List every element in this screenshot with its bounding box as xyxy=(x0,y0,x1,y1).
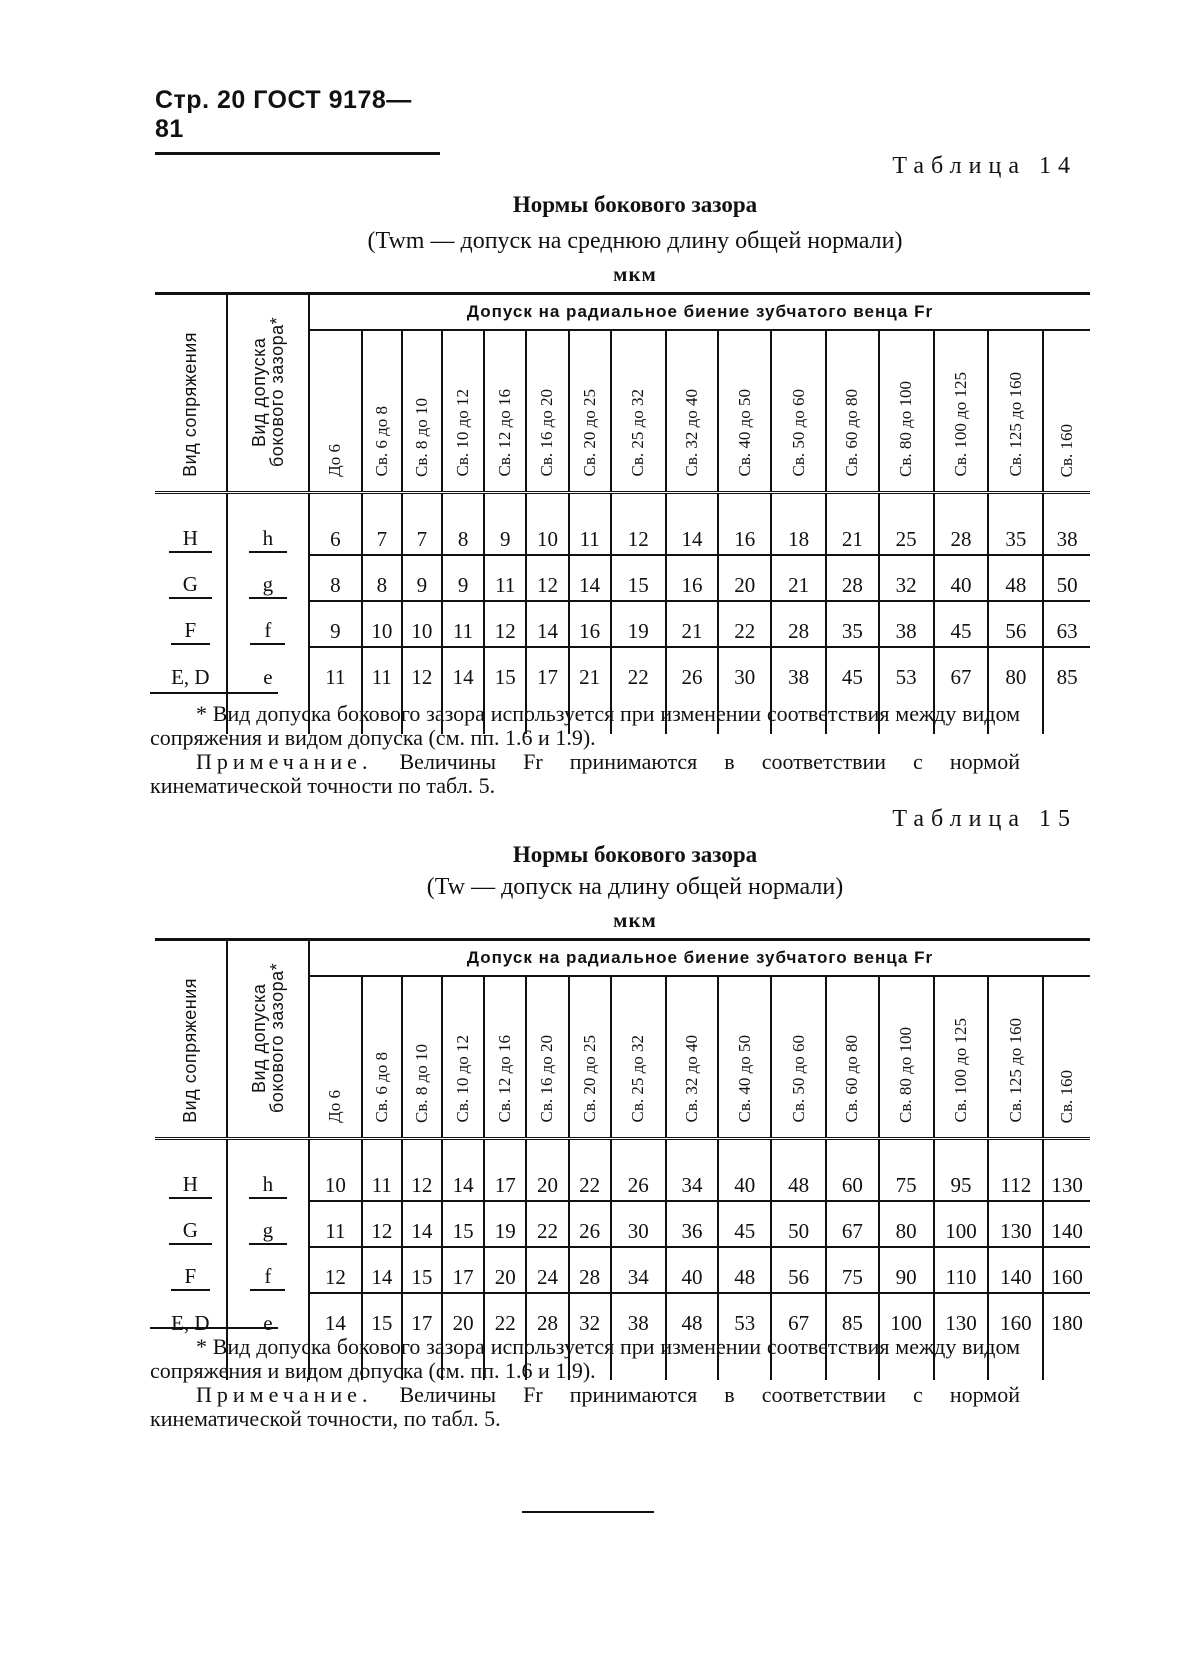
range-header-label: Св. 60 до 80 xyxy=(842,389,862,477)
tolerance-value-cell: 53 xyxy=(718,1293,771,1338)
table-row xyxy=(155,647,1090,692)
tolerance-value-cell: 40 xyxy=(718,1156,771,1201)
tolerance-value-cell: 22 xyxy=(611,647,666,692)
range-header-label: Св. 8 до 10 xyxy=(411,1043,431,1123)
range-header-label: Св. 16 до 20 xyxy=(537,389,557,477)
tolerance-value-cell: 17 xyxy=(402,1293,442,1338)
tolerance-value-cell: 12 xyxy=(309,1247,362,1293)
table-14-notes xyxy=(150,702,1020,798)
fit-type-value: F xyxy=(171,1264,211,1291)
range-header-label: Св. 160 xyxy=(1057,1069,1077,1123)
tolerance-value-cell: 11 xyxy=(442,601,484,647)
tolerance-value-cell: 67 xyxy=(934,647,989,692)
range-header xyxy=(611,330,666,493)
range-header xyxy=(718,330,771,493)
tolerance-value-cell: 28 xyxy=(526,1293,568,1338)
range-header xyxy=(611,976,666,1139)
tolerance-value-cell: 180 xyxy=(1043,1293,1090,1338)
tolerance-value-cell: 14 xyxy=(442,647,484,692)
tolerance-value-cell: 20 xyxy=(442,1293,484,1338)
tolerance-value-cell: 95 xyxy=(934,1156,989,1201)
tolerance-type-cell xyxy=(227,555,309,601)
tolerance-value-cell: 30 xyxy=(718,647,771,692)
table-15-note-text: Величины Fr принимаются в соответствии с нормой кинематической точности, по табл. 5. xyxy=(150,1382,1020,1431)
tolerance-value-cell: 100 xyxy=(879,1293,934,1338)
tolerance-value-cell: 14 xyxy=(569,555,611,601)
range-header-label: Св. 50 до 60 xyxy=(788,389,808,477)
table-14-footnote: * Вид допуска бокового зазора используется при изменении соответствия между видом сопряжения и видом допуска (см. пп. 1.6 и 1.9). xyxy=(150,701,1020,750)
tolerance-type-header xyxy=(227,294,309,493)
range-header xyxy=(402,330,442,493)
table-15 xyxy=(155,938,1090,1380)
range-header xyxy=(1043,330,1090,493)
tolerance-value-cell: 7 xyxy=(362,510,402,555)
tolerance-value-cell: 32 xyxy=(569,1293,611,1338)
tolerance-value-cell: 100 xyxy=(934,1201,989,1247)
tolerance-value-cell: 110 xyxy=(934,1247,989,1293)
tolerance-value-cell: 12 xyxy=(402,647,442,692)
tolerance-value-cell: 38 xyxy=(879,601,934,647)
range-header-label: Св. 20 до 25 xyxy=(579,1035,599,1123)
tolerance-value-cell: 48 xyxy=(988,555,1043,601)
tolerance-value-cell: 75 xyxy=(826,1247,879,1293)
tolerance-type-value: e xyxy=(263,665,273,689)
table-14-label: Таблица 14 xyxy=(892,153,1077,179)
tolerance-value-cell: 38 xyxy=(1043,510,1090,555)
tolerance-value-cell: 38 xyxy=(771,647,826,692)
table-row xyxy=(155,1156,1090,1201)
fit-type-value: G xyxy=(169,1218,212,1245)
footnote-rule xyxy=(150,1327,278,1329)
tolerance-value-cell: 56 xyxy=(771,1247,826,1293)
tolerance-value-cell: 36 xyxy=(666,1201,719,1247)
tolerance-value-cell: 18 xyxy=(771,510,826,555)
table-row xyxy=(155,1293,1090,1338)
table-row xyxy=(155,1247,1090,1293)
tolerance-type-value: f xyxy=(250,1264,285,1291)
tolerance-value-cell: 45 xyxy=(934,601,989,647)
table-row xyxy=(155,1201,1090,1247)
range-header-label: Св. 16 до 20 xyxy=(537,1035,557,1123)
tolerance-value-cell: 67 xyxy=(826,1201,879,1247)
tolerance-value-cell: 17 xyxy=(484,1156,526,1201)
range-header xyxy=(484,330,526,493)
tolerance-type-value: h xyxy=(249,1172,288,1199)
tolerance-value-cell: 21 xyxy=(826,510,879,555)
tolerance-value-cell: 22 xyxy=(569,1156,611,1201)
tolerance-value-cell: 12 xyxy=(526,555,568,601)
tolerance-value-cell: 10 xyxy=(362,601,402,647)
table-15-notes xyxy=(150,1335,1020,1431)
tolerance-type-cell xyxy=(227,601,309,647)
tolerance-value-cell: 20 xyxy=(718,555,771,601)
tolerance-value-cell: 40 xyxy=(934,555,989,601)
range-header-label: Св. 32 до 40 xyxy=(682,389,702,477)
tolerance-value-cell: 22 xyxy=(526,1201,568,1247)
range-header-label: Св. 12 до 16 xyxy=(495,1035,515,1123)
table-14-unit: мкм xyxy=(613,262,657,286)
tolerance-type-cell xyxy=(227,1201,309,1247)
tolerance-value-cell: 112 xyxy=(988,1156,1043,1201)
tolerance-value-cell: 40 xyxy=(666,1247,719,1293)
tolerance-value-cell: 45 xyxy=(718,1201,771,1247)
tolerance-value-cell: 53 xyxy=(879,647,934,692)
range-header xyxy=(526,330,568,493)
tolerance-value-cell: 32 xyxy=(879,555,934,601)
tolerance-value-cell: 19 xyxy=(611,601,666,647)
tolerance-value-cell: 50 xyxy=(1043,555,1090,601)
tolerance-value-cell: 11 xyxy=(309,1201,362,1247)
fit-type-header xyxy=(155,294,227,493)
tolerance-value-cell: 9 xyxy=(484,510,526,555)
range-header-label: Св. 12 до 16 xyxy=(495,389,515,477)
table-15-footnote: * Вид допуска бокового зазора используется при изменении соответствия между видом сопряжения и видом допуска (см. пп. 1.6 и 1.9). xyxy=(150,1334,1020,1383)
tolerance-value-cell: 11 xyxy=(362,1156,402,1201)
tolerance-value-cell: 20 xyxy=(484,1247,526,1293)
tolerance-value-cell: 28 xyxy=(569,1247,611,1293)
range-header-label: Св. 160 xyxy=(1057,423,1077,477)
tolerance-value-cell: 12 xyxy=(362,1201,402,1247)
range-header xyxy=(309,330,362,493)
tolerance-type-value: f xyxy=(250,618,285,645)
tolerance-value-cell: 60 xyxy=(826,1156,879,1201)
table-14-note-text: Величины Fr принимаются в соответствии с нормой кинематической точности по табл. 5. xyxy=(150,749,1020,798)
fit-type-cell xyxy=(155,1293,227,1338)
tolerance-value-cell: 130 xyxy=(934,1293,989,1338)
fit-type-value: H xyxy=(169,1172,212,1199)
tolerance-value-cell: 28 xyxy=(771,601,826,647)
range-header-label: Св. 40 до 50 xyxy=(734,389,754,477)
tolerance-value-cell: 22 xyxy=(484,1293,526,1338)
fit-type-cell xyxy=(155,647,227,692)
range-header xyxy=(442,330,484,493)
range-header-label: Св. 60 до 80 xyxy=(842,1035,862,1123)
tolerance-value-cell: 9 xyxy=(442,555,484,601)
range-header-label: Св. 25 до 32 xyxy=(628,389,648,477)
fit-type-header-label: Вид сопряжения xyxy=(180,978,201,1123)
tolerance-type-cell xyxy=(227,510,309,555)
tolerance-value-cell: 14 xyxy=(666,510,719,555)
fit-type-value: G xyxy=(169,572,212,599)
tolerance-value-cell: 14 xyxy=(362,1247,402,1293)
range-header-label: Св. 32 до 40 xyxy=(682,1035,702,1123)
range-header-label: Св. 6 до 8 xyxy=(371,406,391,477)
fit-type-value: F xyxy=(171,618,211,645)
table-14-title: Нормы бокового зазора xyxy=(512,192,758,217)
range-header-label: До 6 xyxy=(325,444,345,477)
runout-span-header: Допуск на радиальное биение зубчатого венца Fr xyxy=(309,294,1090,331)
tolerance-value-cell: 21 xyxy=(666,601,719,647)
range-header xyxy=(309,976,362,1139)
tolerance-value-cell: 12 xyxy=(484,601,526,647)
tolerance-value-cell: 34 xyxy=(611,1247,666,1293)
tolerance-value-cell: 9 xyxy=(309,601,362,647)
tolerance-value-cell: 11 xyxy=(484,555,526,601)
table-14-note-label: Примечание. xyxy=(196,749,373,774)
table-row xyxy=(155,555,1090,601)
range-header xyxy=(826,330,879,493)
range-header xyxy=(569,330,611,493)
tolerance-value-cell: 35 xyxy=(988,510,1043,555)
range-header-label: Св. 100 до 125 xyxy=(951,372,971,477)
tolerance-value-cell: 17 xyxy=(442,1247,484,1293)
tolerance-value-cell: 16 xyxy=(666,555,719,601)
tolerance-type-cell xyxy=(227,647,309,692)
tolerance-value-cell: 48 xyxy=(718,1247,771,1293)
tolerance-value-cell: 130 xyxy=(1043,1156,1090,1201)
tolerance-value-cell: 7 xyxy=(402,510,442,555)
range-header-label: Св. 125 до 160 xyxy=(1005,1018,1025,1123)
tolerance-value-cell: 140 xyxy=(988,1247,1043,1293)
tolerance-value-cell: 45 xyxy=(826,647,879,692)
tolerance-value-cell: 35 xyxy=(826,601,879,647)
tolerance-value-cell: 48 xyxy=(771,1156,826,1201)
tolerance-value-cell: 85 xyxy=(1043,647,1090,692)
range-header-label: Св. 50 до 60 xyxy=(788,1035,808,1123)
fit-type-cell xyxy=(155,555,227,601)
tolerance-value-cell: 67 xyxy=(771,1293,826,1338)
fit-type-cell xyxy=(155,1201,227,1247)
table-14 xyxy=(155,292,1090,734)
range-header-label: Св. 80 до 100 xyxy=(896,380,916,477)
range-header xyxy=(402,976,442,1139)
fit-type-cell xyxy=(155,510,227,555)
tolerance-value-cell: 22 xyxy=(718,601,771,647)
tolerance-value-cell: 8 xyxy=(442,510,484,555)
range-header xyxy=(771,976,826,1139)
range-header xyxy=(362,330,402,493)
tolerance-value-cell: 14 xyxy=(526,601,568,647)
tolerance-type-header-label: Вид допуска бокового зазора* xyxy=(248,962,287,1114)
end-rule xyxy=(522,1511,654,1513)
tolerance-type-cell xyxy=(227,1156,309,1201)
table-row xyxy=(155,510,1090,555)
tolerance-type-value: e xyxy=(263,1311,273,1335)
tolerance-value-cell: 21 xyxy=(771,555,826,601)
fit-type-cell xyxy=(155,1247,227,1293)
tolerance-value-cell: 50 xyxy=(771,1201,826,1247)
range-header xyxy=(666,976,719,1139)
tolerance-value-cell: 130 xyxy=(988,1201,1043,1247)
tolerance-value-cell: 20 xyxy=(526,1156,568,1201)
tolerance-value-cell: 8 xyxy=(309,555,362,601)
tolerance-value-cell: 26 xyxy=(666,647,719,692)
tolerance-value-cell: 11 xyxy=(309,647,362,692)
tolerance-value-cell: 140 xyxy=(1043,1201,1090,1247)
tolerance-value-cell: 38 xyxy=(611,1293,666,1338)
fit-type-value: E, D xyxy=(171,665,210,689)
tolerance-value-cell: 28 xyxy=(934,510,989,555)
tolerance-value-cell: 85 xyxy=(826,1293,879,1338)
range-header xyxy=(879,976,934,1139)
tolerance-type-header xyxy=(227,940,309,1139)
table-15-label: Таблица 15 xyxy=(892,806,1077,832)
range-header-label: До 6 xyxy=(325,1090,345,1123)
range-header-label: Св. 8 до 10 xyxy=(411,397,431,477)
tolerance-value-cell: 11 xyxy=(362,647,402,692)
range-header xyxy=(879,330,934,493)
range-header xyxy=(934,976,989,1139)
table-15-unit: мкм xyxy=(613,908,657,932)
table-15-note-label: Примечание. xyxy=(196,1382,373,1407)
footnote-rule xyxy=(150,692,278,694)
tolerance-value-cell: 56 xyxy=(988,601,1043,647)
range-header xyxy=(1043,976,1090,1139)
page-header: Стр. 20 ГОСТ 9178—81 xyxy=(155,86,440,155)
tolerance-value-cell: 14 xyxy=(309,1293,362,1338)
tolerance-type-value: g xyxy=(249,572,288,599)
tolerance-value-cell: 12 xyxy=(611,510,666,555)
table-15-title: Нормы бокового зазора xyxy=(512,842,758,867)
tolerance-value-cell: 10 xyxy=(309,1156,362,1201)
range-header-label: Св. 10 до 12 xyxy=(453,389,473,477)
range-header xyxy=(826,976,879,1139)
tolerance-type-cell xyxy=(227,1247,309,1293)
range-header xyxy=(988,976,1043,1139)
fit-type-value: E, D xyxy=(171,1311,210,1335)
range-header xyxy=(569,976,611,1139)
range-header xyxy=(934,330,989,493)
tolerance-value-cell: 24 xyxy=(526,1247,568,1293)
table-14-subtitle: (Twm — допуск на среднюю длину общей нормали) xyxy=(367,228,903,254)
tolerance-value-cell: 26 xyxy=(611,1156,666,1201)
tolerance-value-cell: 21 xyxy=(569,647,611,692)
tolerance-value-cell: 12 xyxy=(402,1156,442,1201)
range-header xyxy=(718,976,771,1139)
range-header xyxy=(771,330,826,493)
range-header xyxy=(666,330,719,493)
tolerance-value-cell: 14 xyxy=(442,1156,484,1201)
tolerance-value-cell: 80 xyxy=(879,1201,934,1247)
tolerance-type-value: h xyxy=(249,526,288,553)
range-header xyxy=(362,976,402,1139)
tolerance-value-cell: 90 xyxy=(879,1247,934,1293)
tolerance-value-cell: 16 xyxy=(718,510,771,555)
runout-span-header: Допуск на радиальное биение зубчатого венца Fr xyxy=(309,940,1090,977)
tolerance-type-cell xyxy=(227,1293,309,1338)
tolerance-type-header-label: Вид допуска бокового зазора* xyxy=(248,316,287,468)
tolerance-value-cell: 80 xyxy=(988,647,1043,692)
range-header-label: Св. 6 до 8 xyxy=(371,1052,391,1123)
fit-type-header-label: Вид сопряжения xyxy=(180,332,201,477)
fit-type-header xyxy=(155,940,227,1139)
tolerance-value-cell: 14 xyxy=(402,1201,442,1247)
tolerance-value-cell: 63 xyxy=(1043,601,1090,647)
tolerance-value-cell: 11 xyxy=(569,510,611,555)
tolerance-value-cell: 10 xyxy=(402,601,442,647)
tolerance-value-cell: 160 xyxy=(1043,1247,1090,1293)
tolerance-value-cell: 30 xyxy=(611,1201,666,1247)
range-header-label: Св. 125 до 160 xyxy=(1005,372,1025,477)
range-header xyxy=(442,976,484,1139)
fit-type-cell xyxy=(155,601,227,647)
tolerance-value-cell: 8 xyxy=(362,555,402,601)
tolerance-value-cell: 28 xyxy=(826,555,879,601)
range-header-label: Св. 40 до 50 xyxy=(734,1035,754,1123)
fit-type-cell xyxy=(155,1156,227,1201)
tolerance-value-cell: 15 xyxy=(402,1247,442,1293)
range-header-label: Св. 80 до 100 xyxy=(896,1026,916,1123)
range-header-label: Св. 10 до 12 xyxy=(453,1035,473,1123)
range-header xyxy=(484,976,526,1139)
tolerance-value-cell: 19 xyxy=(484,1201,526,1247)
tolerance-value-cell: 9 xyxy=(402,555,442,601)
range-header xyxy=(988,330,1043,493)
tolerance-value-cell: 15 xyxy=(362,1293,402,1338)
tolerance-value-cell: 15 xyxy=(484,647,526,692)
tolerance-value-cell: 15 xyxy=(611,555,666,601)
tolerance-type-value: g xyxy=(249,1218,288,1245)
tolerance-value-cell: 48 xyxy=(666,1293,719,1338)
tolerance-value-cell: 160 xyxy=(988,1293,1043,1338)
tolerance-value-cell: 26 xyxy=(569,1201,611,1247)
tolerance-value-cell: 75 xyxy=(879,1156,934,1201)
range-header-label: Св. 100 до 125 xyxy=(951,1018,971,1123)
fit-type-value: H xyxy=(169,526,212,553)
tolerance-value-cell: 34 xyxy=(666,1156,719,1201)
range-header xyxy=(526,976,568,1139)
range-header-label: Св. 20 до 25 xyxy=(579,389,599,477)
range-header-label: Св. 25 до 32 xyxy=(628,1035,648,1123)
tolerance-value-cell: 16 xyxy=(569,601,611,647)
tolerance-value-cell: 10 xyxy=(526,510,568,555)
tolerance-value-cell: 15 xyxy=(442,1201,484,1247)
table-15-subtitle: (Tw — допуск на длину общей нормали) xyxy=(426,874,844,900)
tolerance-value-cell: 17 xyxy=(526,647,568,692)
tolerance-value-cell: 6 xyxy=(309,510,362,555)
tolerance-value-cell: 25 xyxy=(879,510,934,555)
table-row xyxy=(155,601,1090,647)
